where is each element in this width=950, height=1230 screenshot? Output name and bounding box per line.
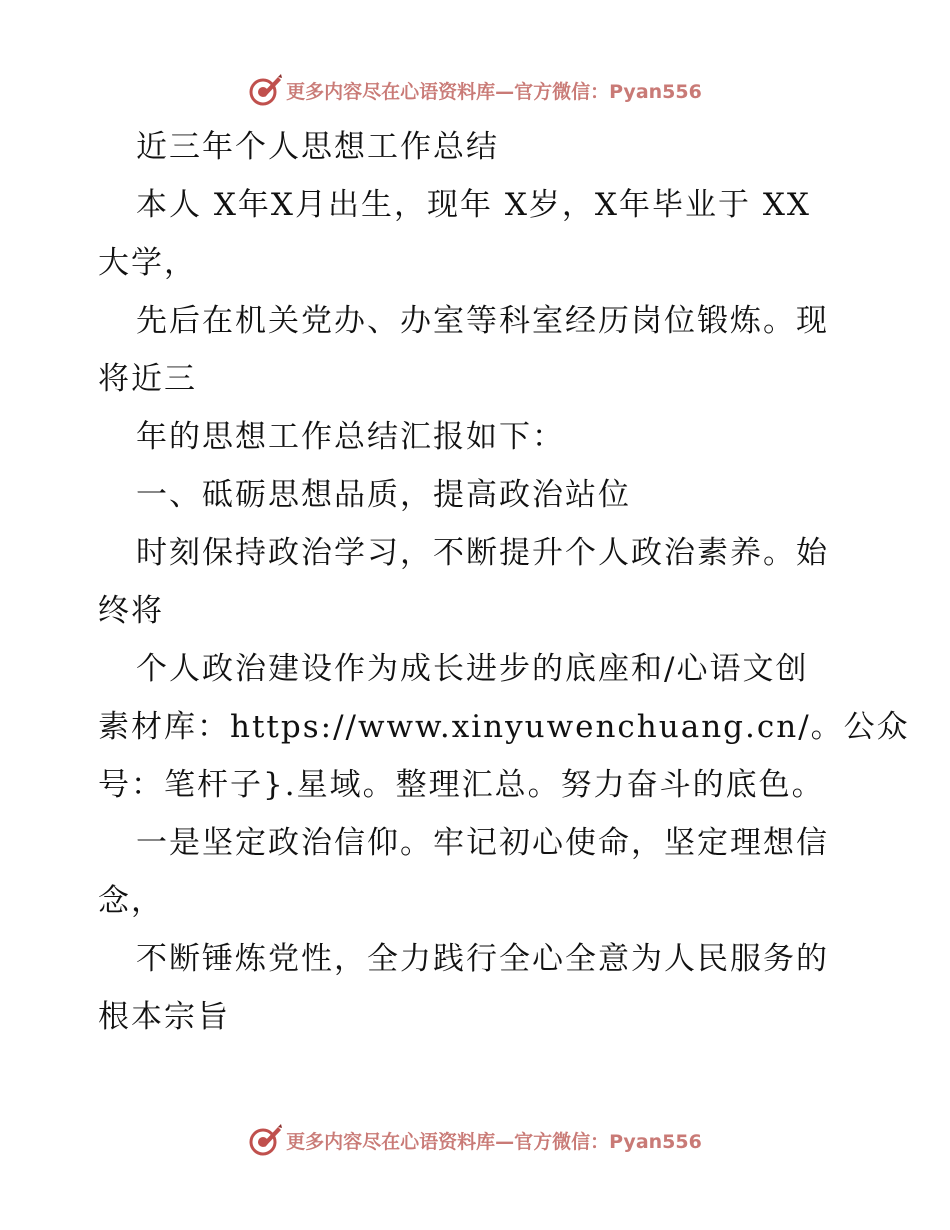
watermark-text: 更多内容尽在心语资料库—官方微信：Pyan556 xyxy=(286,80,702,103)
text-line: 将近三 xyxy=(98,361,197,397)
text-line: 大学， xyxy=(98,245,197,281)
pen-logo-icon xyxy=(248,1123,282,1157)
text-line: 个人政治建设作为成长进步的底座和/心语文创 xyxy=(136,651,809,687)
text-line: 不断锤炼党性，全力践行全心全意为人民服务的 xyxy=(136,941,829,977)
text-line: 一是坚定政治信仰。牢记初心使命，坚定理想信 xyxy=(136,825,829,861)
footer-watermark xyxy=(0,1120,950,1160)
text-line: 先后在机关党办、办室等科室经历岗位锻炼。现 xyxy=(136,303,829,339)
header-watermark xyxy=(0,70,950,110)
text-line: 年的思想工作总结汇报如下： xyxy=(136,419,565,455)
text-line: 一、砥砺思想品质，提高政治站位 xyxy=(136,477,631,513)
text-line: 念， xyxy=(98,883,164,919)
pen-logo-icon xyxy=(248,73,282,107)
watermark-text: 更多内容尽在心语资料库—官方微信：Pyan556 xyxy=(286,1130,702,1153)
text-line: 根本宗旨 xyxy=(98,999,230,1035)
text-line: 时刻保持政治学习，不断提升个人政治素养。始 xyxy=(136,535,829,571)
text-line: 近三年个人思想工作总结 xyxy=(136,129,499,165)
text-line: 终将 xyxy=(98,593,164,629)
text-line: 本人 X年X月出生，现年 X岁，X年毕业于 XX xyxy=(136,187,811,223)
document-body xyxy=(98,118,910,1046)
text-line: 素材库：https://www.xinyuwenchuang.cn/。公众 xyxy=(98,709,910,745)
text-line: 号：笔杆子}.星域。整理汇总。努力奋斗的底色。 xyxy=(98,767,825,803)
